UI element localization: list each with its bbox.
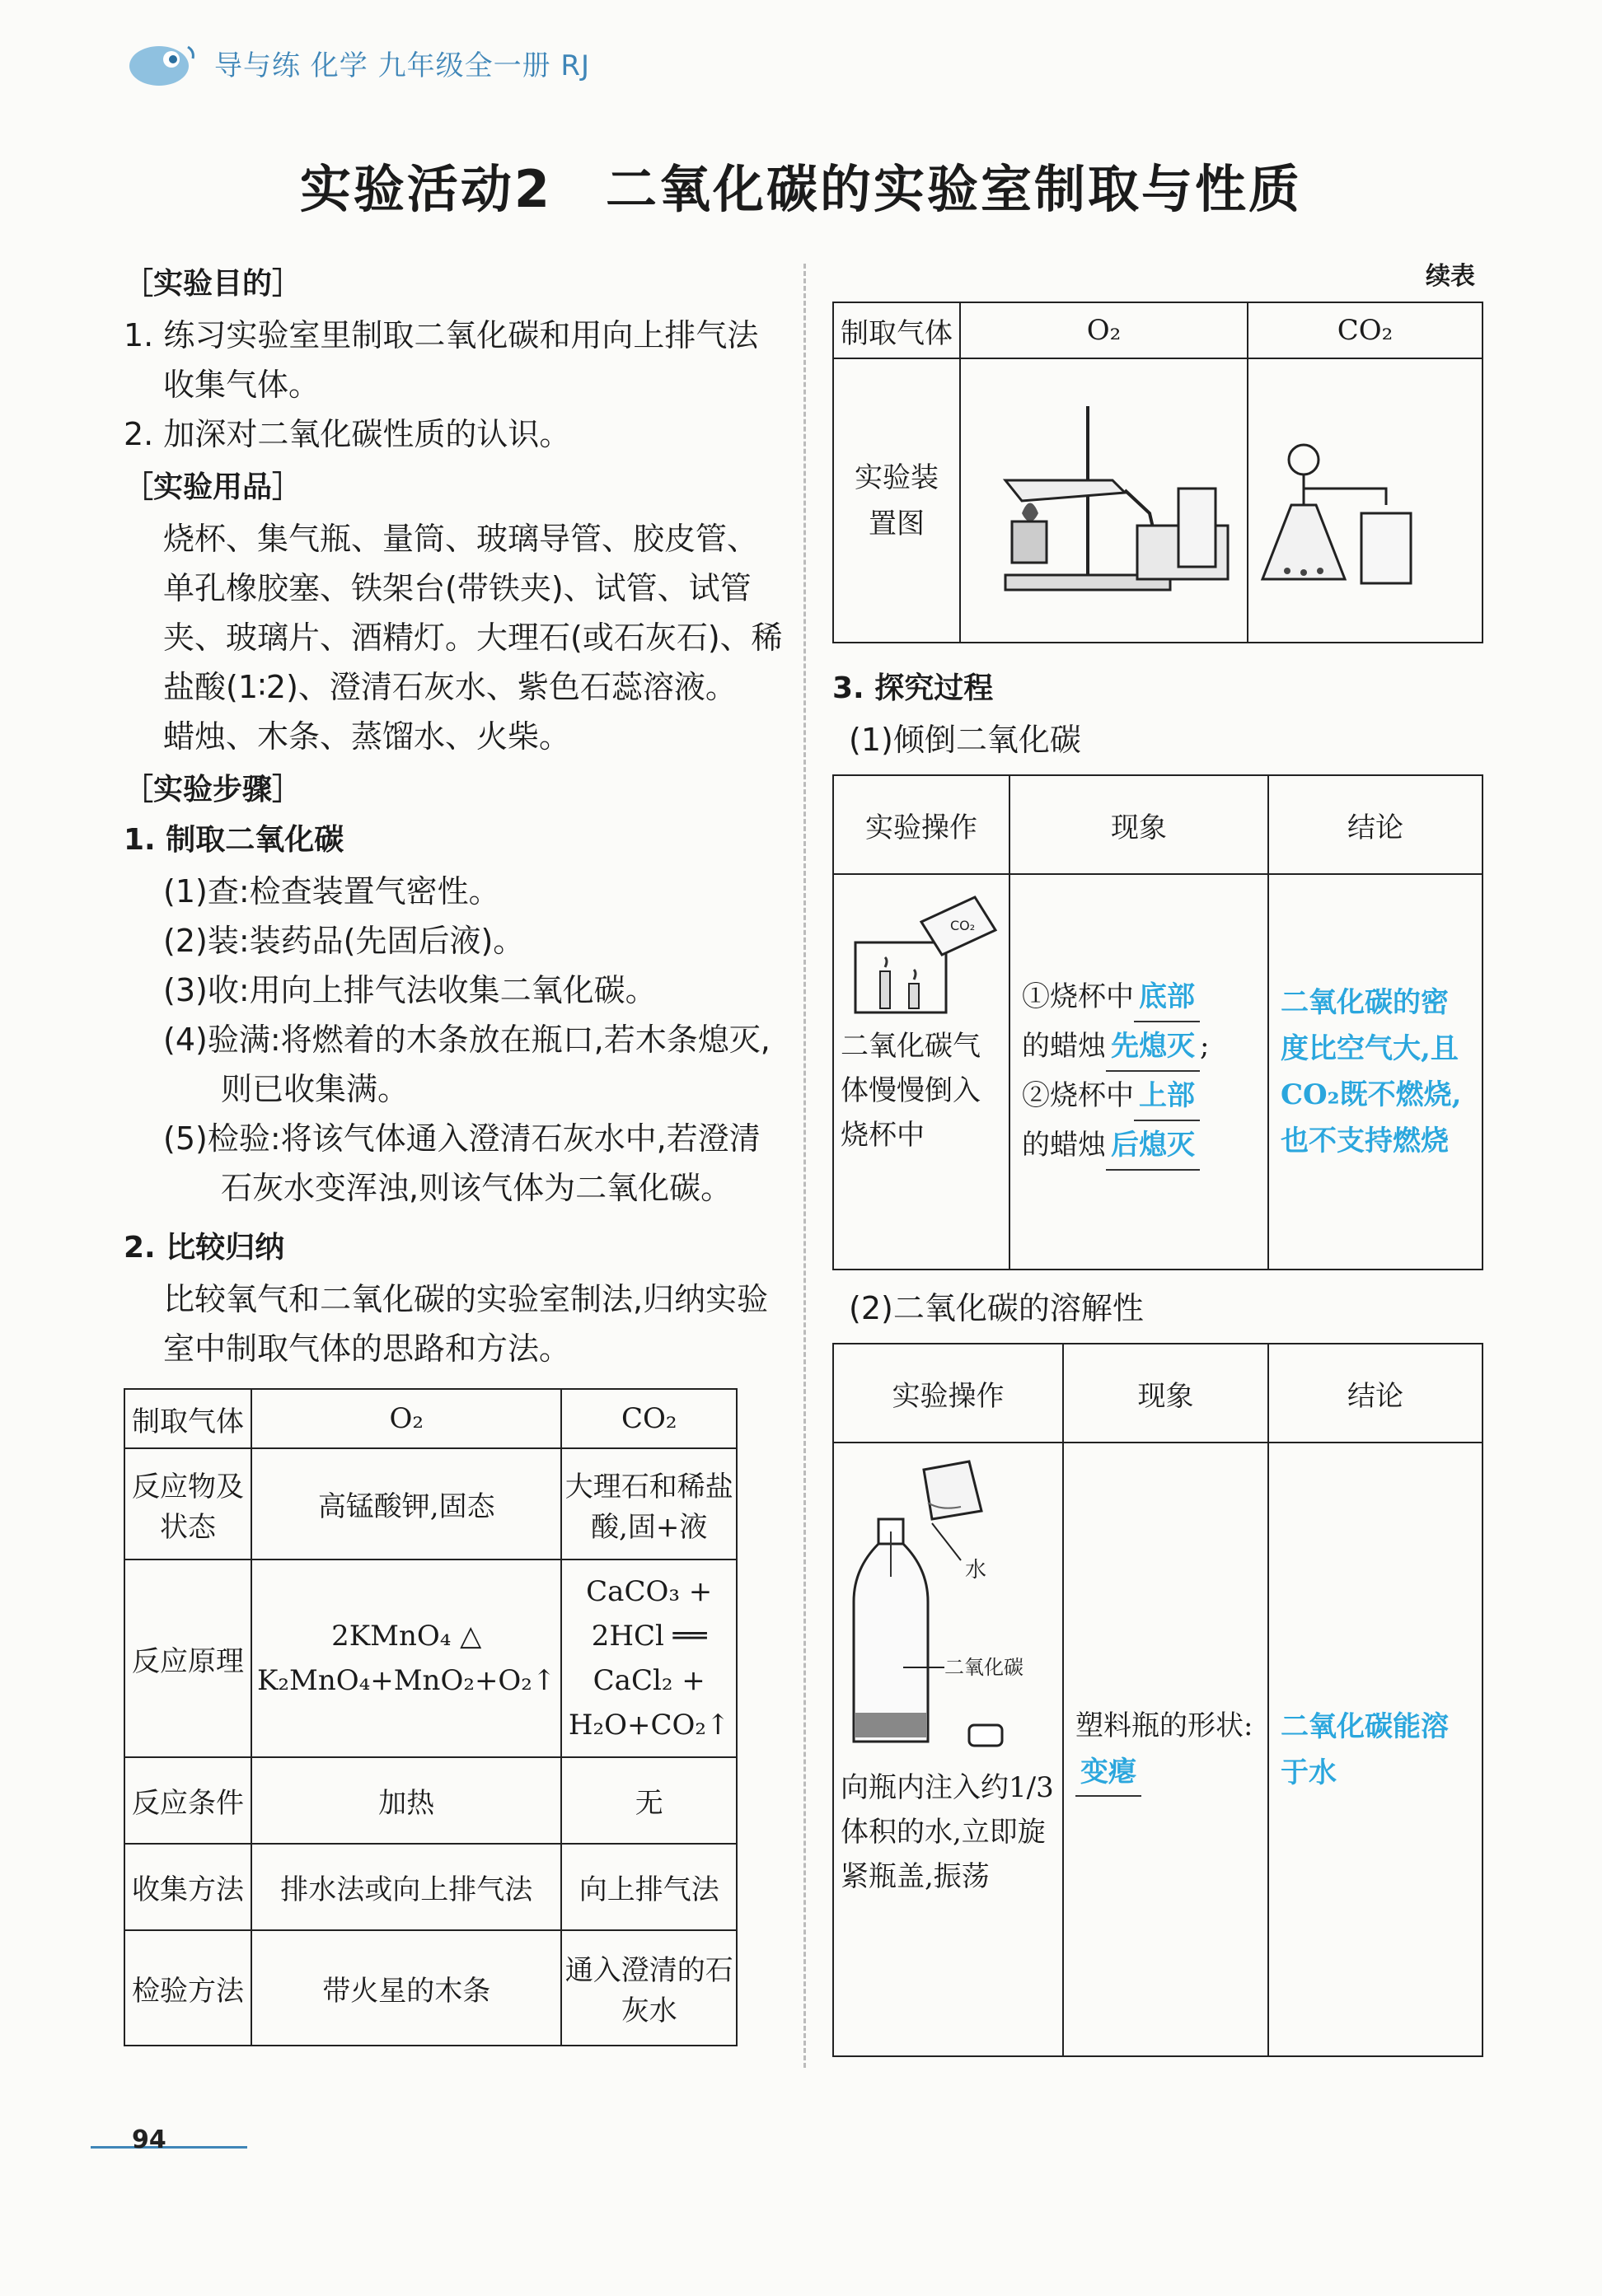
step-item: (3)收:用向上排气法收集二氧化碳。 [163,972,657,1008]
steps-heading: ［实验步骤］ [124,773,302,807]
co2-apparatus-cell [1248,358,1483,643]
page-title: 实验活动2 二氧化碳的实验室制取与性质 [299,159,1303,219]
co2-label: 二氧化碳 [944,1656,1024,1679]
phenomenon-text: ②烧杯中 [1022,1079,1134,1112]
footer-line [91,2146,247,2149]
table-row [124,1560,737,1757]
phenomenon-text: 的蜡烛 [1022,1030,1106,1063]
step-item: (2)装:装药品(先固后液)。 [163,923,525,959]
table-header-cell: CO₂ [1248,302,1483,358]
table-cell: 反应条件 [124,1757,251,1844]
table-cell [1063,1443,1268,2056]
table-header-cell: 实验操作 [833,1344,1063,1443]
table-cell: 带火星的木条 [251,1930,561,2046]
table-cell [833,874,1009,1270]
process-heading: 3. 探究过程 [832,671,994,705]
operation-text: 向瓶内注入约1/3体积的水,立即旋紧瓶盖,振荡 [841,1771,1054,1893]
table-cell: 加热 [251,1757,561,1844]
table-header-cell: O₂ [251,1389,561,1448]
purpose-item: 1. 练习实验室里制取二氧化碳和用向上排气法收集气体。 [124,317,759,403]
step-item: (5)检验:将该气体通入澄清石灰水中,若澄清石灰水变浑浊,则该气体为二氧化碳。 [163,1120,761,1206]
apparatus-table [832,302,1483,643]
table-cell: 收集方法 [124,1844,251,1930]
co2-apparatus-illustration [1254,390,1477,604]
table-header-cell: 结论 [1268,1344,1483,1443]
step-item: (4)验满:将燃着的木条放在瓶口,若木条熄灭,则已收集满。 [163,1022,771,1107]
o2-apparatus-cell [960,358,1248,643]
left-column [124,255,783,2046]
table-header-cell: 实验操作 [833,775,1009,874]
table-row [833,1443,1483,2056]
phenomenon-text: 塑料瓶的形状: [1075,1709,1253,1742]
table-row [124,1757,737,1844]
table-header-cell: 现象 [1063,1344,1268,1443]
table-row [833,358,1483,643]
plastic-bottle-illustration [846,1453,1052,1758]
subheading-solubility: (2)二氧化碳的溶解性 [849,1290,1144,1326]
materials-text-2: 蜡烛、木条、蒸馏水、火柴。 [163,718,571,755]
step2-text: 比较氧气和二氧化碳的实验室制法,归纳实验室中制取气体的思路和方法。 [163,1281,769,1367]
answer-blank: 后熄灭 [1106,1121,1200,1171]
table-cell: 无 [561,1757,737,1844]
page-number: 94 [132,2125,166,2154]
table-row [124,1448,737,1560]
phenomenon-text: 的蜡烛 [1022,1129,1106,1162]
table-header-cell: CO₂ [561,1389,737,1448]
materials-heading: ［实验用品］ [124,470,302,504]
table-cell: 检验方法 [124,1930,251,2046]
answer-blank: 上部 [1134,1072,1200,1121]
table-cell: ①烧杯中 底部 的蜡烛 先熄灭 ; ②烧杯中 上部 的蜡烛 后熄灭 [1009,874,1268,1270]
table-cell: 排水法或向上排气法 [251,1844,561,1930]
table-cell: 实验装置图 [833,358,960,643]
phenomenon-text: ①烧杯中 [1022,980,1134,1013]
conclusion-answer: 二氧化碳能溶于水 [1268,1443,1483,2056]
table-cell: 通入澄清的石灰水 [561,1930,737,2046]
table-cell: 2KMnO₄ △ K₂MnO₄+MnO₂+O₂↑ [251,1560,561,1757]
table-row [124,1930,737,2046]
table-row [833,874,1483,1270]
water-label: 水 [964,1558,986,1583]
table-cell: CaCO₃ + 2HCl ══ CaCl₂ + H₂O+CO₂↑ [561,1560,737,1757]
table-cell: 高锰酸钾,固态 [251,1448,561,1560]
continued-label: 续表 [1426,262,1475,291]
table-header-cell: 制取气体 [124,1389,251,1448]
answer-blank: 底部 [1134,973,1200,1022]
materials-text: 烧杯、集气瓶、量筒、玻璃导管、胶皮管、单孔橡胶塞、铁架台(带铁夹)、试管、试管夹、玻璃片、酒精灯。大理石(或石灰石)、稀盐酸(1∶2)、澄清石灰水、紫色石蕊溶液。 [163,521,783,705]
table-cell [833,1443,1063,2056]
solubility-table [832,1343,1483,2057]
table-cell: 反应原理 [124,1560,251,1757]
table-cell: 大理石和稀盐酸,固+液 [561,1448,737,1560]
table-cell: 向上排气法 [561,1844,737,1930]
operation-text: 二氧化碳气体慢慢倒入烧杯中 [841,1030,981,1152]
table-row [124,1844,737,1930]
purpose-heading: ［实验目的］ [124,267,302,301]
book-logo-icon [122,35,204,92]
purpose-item: 2. 加深对二氧化碳性质的认识。 [124,416,571,452]
column-divider [803,264,806,2068]
answer-blank: 先熄灭 [1106,1022,1200,1072]
step2-heading: 2. 比较归纳 [124,1231,285,1265]
conclusion-answer: 二氧化碳的密度比空气大,且CO₂既不燃烧,也不支持燃烧 [1268,874,1483,1270]
answer-blank: 变瘪 [1075,1749,1141,1797]
table-header-cell: 现象 [1009,775,1268,874]
header-text: 导与练 化学 九年级全一册 RJ [214,49,591,82]
table-cell: 反应物及状态 [124,1448,251,1560]
co2-figure-label: CO₂ [950,918,976,933]
pouring-co2-illustration [843,885,1000,1017]
o2-apparatus-illustration [972,390,1236,604]
right-column [832,255,1492,2057]
pour-co2-table [832,774,1483,1270]
step1-heading: 1. 制取二氧化碳 [124,823,344,857]
table-header-cell: 制取气体 [833,302,960,358]
step-item: (1)查:检查装置气密性。 [163,873,500,910]
comparison-table [124,1388,738,2046]
table-header-cell: O₂ [960,302,1248,358]
subheading-pour: (1)倾倒二氧化碳 [849,722,1081,758]
table-header-cell: 结论 [1268,775,1483,874]
